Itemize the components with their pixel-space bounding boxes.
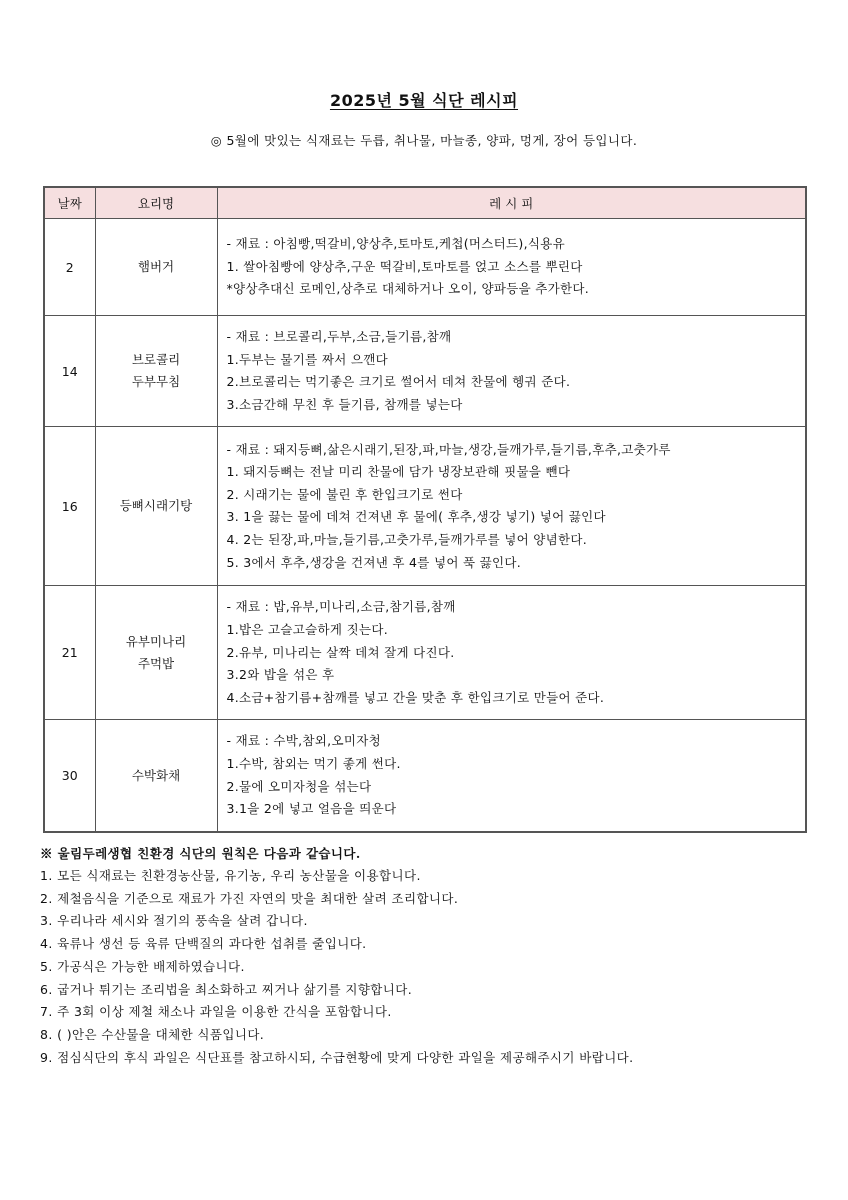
recipe-cell (217, 427, 806, 586)
recipe-line: 1.두부는 물기를 짜서 으깬다 (226, 351, 388, 367)
recipe-line: - 재료 : 아침빵,떡갈비,양상추,토마토,케첩(머스터드),식용유 (226, 236, 565, 252)
date-cell: 30 (44, 720, 95, 832)
date-cell: 16 (44, 427, 95, 586)
recipe-line: 3.소금간해 무친 후 들기름, 참깨를 넣는다 (226, 396, 463, 412)
dish-name: 햄버거 (137, 259, 175, 274)
recipe-cell (217, 219, 806, 316)
recipe-line: 1.수박, 참외는 먹기 좋게 썬다. (226, 755, 401, 771)
recipe-line: 2.물에 오미자청을 섞는다 (226, 778, 372, 794)
page-title-text: 2025년 5월 식단 레시피 (329, 91, 519, 110)
date-cell: 14 (44, 316, 95, 427)
principle-item: 3. 우리나라 세시와 절기의 풍속을 살려 갑니다. (40, 913, 308, 929)
table-row (44, 219, 806, 316)
recipe-line: 2. 시래기는 물에 불린 후 한입크기로 썬다 (226, 486, 463, 502)
dish-cell (95, 586, 217, 720)
recipe-line: 5. 3에서 후추,생강을 건져낸 후 4를 넣어 푹 끓인다. (226, 554, 522, 570)
recipe-line: 3. 1을 끓는 물에 데쳐 건져낸 후 물에( 후추,생강 넣기) 넣어 끓인다 (226, 509, 606, 525)
dish-name: 주먹밥 (137, 655, 175, 671)
header-dish: 요리명 (95, 187, 217, 219)
recipe-table (43, 186, 807, 833)
principles-section (40, 842, 820, 1069)
principle-item: 7. 주 3회 이상 제철 채소나 과일을 이용한 간식을 포함합니다. (40, 1004, 392, 1020)
dish-cell (95, 316, 217, 427)
recipe-cell (217, 720, 806, 832)
dish-name: 브로콜리 (131, 352, 181, 368)
principle-item: 8. ( )안은 수산물을 대체한 식품입니다. (40, 1026, 265, 1042)
recipe-cell (217, 586, 806, 720)
recipe-line: 2.유부, 미나리는 살짝 데쳐 잘게 다진다. (226, 644, 455, 660)
table-row (44, 720, 806, 832)
header-recipe: 레 시 피 (217, 187, 806, 219)
recipe-cell (217, 316, 806, 427)
table-row (44, 316, 806, 427)
recipe-line: 2.브로콜리는 먹기좋은 크기로 썰어서 데쳐 찬물에 헹궈 준다. (226, 374, 571, 390)
dish-name: 수박화채 (131, 767, 181, 783)
recipe-line: 3.1을 2에 넣고 얼음을 띄운다 (226, 801, 397, 817)
dish-cell (95, 219, 217, 316)
principles-title: ※ 울림두레생협 친환경 식단의 원칙은 다음과 같습니다. (40, 846, 361, 861)
table-row (44, 427, 806, 586)
recipe-line: 4.소금+참기름+참깨를 넣고 간을 맞춘 후 한입크기로 만들어 준다. (226, 689, 605, 705)
recipe-line: 1.밥은 고슬고슬하게 짓는다. (226, 621, 388, 637)
dish-cell (95, 720, 217, 832)
recipe-line: 3.2와 밥을 섞은 후 (226, 667, 335, 683)
principle-item: 5. 가공식은 가능한 배제하였습니다. (40, 958, 245, 974)
date-cell: 2 (44, 219, 95, 316)
date-cell: 21 (44, 586, 95, 720)
recipe-line: 4. 2는 된장,파,마늘,들기름,고춧가루,들깨가루를 넣어 양념한다. (226, 531, 588, 547)
principle-item: 1. 모든 식재료는 친환경농산물, 유기농, 우리 농산물을 이용합니다. (40, 868, 421, 883)
recipe-line: 1. 쌀아침빵에 양상추,구운 떡갈비,토마토를 얹고 소스를 뿌린다 (226, 258, 583, 274)
dish-name: 유부미나리 (125, 633, 187, 649)
dish-name: 두부무침 (131, 374, 181, 390)
page-subtitle: ◎ 5월에 맛있는 식재료는 두릅, 취나물, 마늘종, 양파, 멍게, 장어 등입니다. (210, 133, 638, 148)
dish-cell (95, 427, 217, 586)
recipe-line: - 재료 : 밥,유부,미나리,소금,참기름,참깨 (226, 599, 456, 615)
page-title (0, 88, 848, 111)
recipe-line: - 재료 : 돼지등뼈,삶은시래기,된장,파,마늘,생강,들깨가루,들기름,후추,고춧가루 (226, 441, 671, 457)
recipe-line: - 재료 : 수박,참외,오미자청 (226, 733, 381, 749)
header-date: 날짜 (44, 187, 95, 219)
principle-item: 2. 제철음식을 기준으로 재료가 가진 자연의 맛을 최대한 살려 조리합니다. (40, 890, 459, 906)
principle-item: 4. 육류나 생선 등 육류 단백질의 과다한 섭취를 줄입니다. (40, 936, 367, 952)
principle-item: 6. 굽거나 튀기는 조리법을 최소화하고 찌거나 삶기를 지향합니다. (40, 981, 413, 997)
table-row (44, 586, 806, 720)
recipe-line: *양상추대신 로메인,상추로 대체하거나 오이, 양파등을 추가한다. (226, 281, 589, 297)
table-header-row (44, 187, 806, 219)
recipe-line: 1. 돼지등뼈는 전날 미리 찬물에 담가 냉장보관해 핏물을 뺀다 (226, 464, 571, 480)
recipe-line: - 재료 : 브로콜리,두부,소금,들기름,참깨 (226, 329, 452, 344)
principle-item: 9. 점심식단의 후식 과일은 식단표를 참고하시되, 수급현황에 맞게 다양한 과일을 제공해주시기 바랍니다. (40, 1049, 634, 1065)
dish-name: 등뼈시래기탕 (119, 498, 193, 514)
